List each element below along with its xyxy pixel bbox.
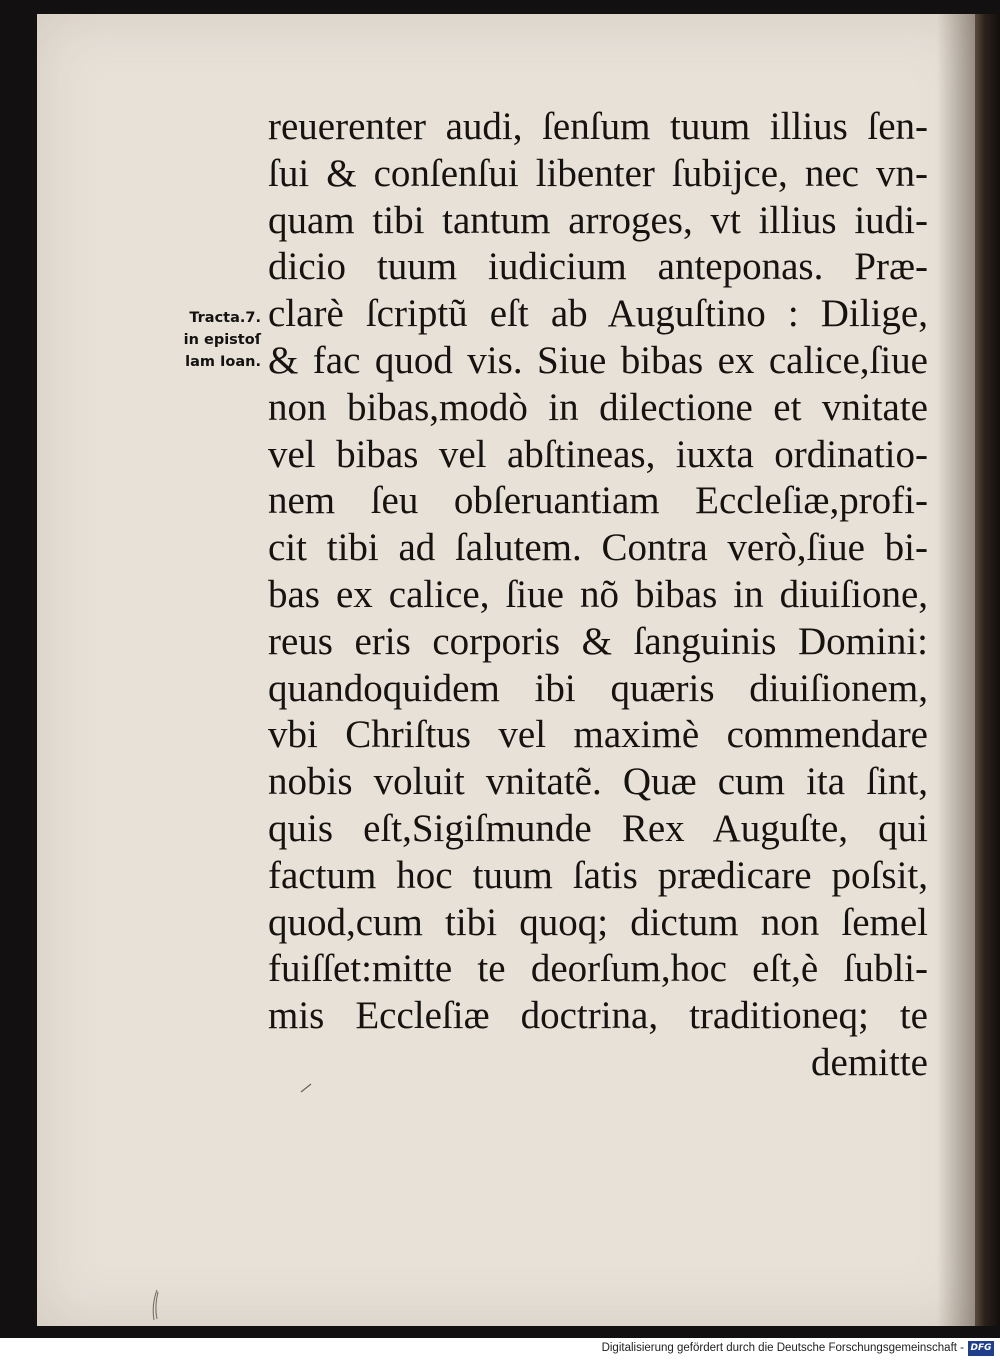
catchword: demitte: [811, 1040, 928, 1084]
marginal-note: [121, 307, 261, 373]
text-line: & fac quod vis. Siue bibas ex calice,ſiue: [268, 338, 928, 382]
text-line: fuiſſet:mitte te deorſum,hoc eſt,è ſubli-: [268, 947, 928, 991]
text-line: cit tibi ad ſalutem. Contra verò,ſiue bi-: [268, 526, 928, 570]
credit-text: Digitalisierung gefördert durch die Deutsche Forschungsgemeinschaft -: [601, 1342, 964, 1354]
ink-mark: [300, 1083, 312, 1093]
book-spine-edge: [975, 14, 1000, 1326]
text-line: reuerenter audi, ſenſum tuum illius ſen-: [268, 105, 928, 148]
text-line: dicio tuum iudicium anteponas. Præ-: [268, 245, 928, 289]
text-line: nobis voluit vnitatẽ. Quæ cum ita ſint,: [268, 760, 928, 804]
main-text-block: [268, 104, 928, 1087]
marginal-note-line: in epistoſ: [183, 332, 261, 348]
text-line: bas ex calice, ſiue nõ bibas in diuiſione,: [268, 572, 928, 616]
marginal-note-line: Tracta.7.: [189, 310, 261, 326]
text-line: vel bibas vel abſtineas, iuxta ordinatio-: [268, 432, 928, 476]
text-line: mis Eccleſiæ doctrina, traditioneq; te: [268, 994, 928, 1038]
text-line: quis eſt,Sigiſmunde Rex Auguſte, qui: [268, 806, 928, 850]
text-line: non bibas,modò in dilectione et vnitate: [268, 385, 928, 429]
text-line: factum hoc tuum ſatis prædicare poſsit,: [268, 853, 928, 897]
pencil-mark: [148, 1288, 164, 1322]
text-line: ſui & conſenſui libenter ſubijce, nec vn-: [268, 151, 928, 195]
dfg-logo[interactable]: DFG: [968, 1341, 994, 1356]
text-line: quam tibi tantum arroges, vt illius iudi-: [268, 198, 928, 242]
text-line: nem ſeu obſeruantiam Eccleſiæ,profi-: [268, 479, 928, 523]
text-line: quandoquidem ibi quæris diuiſionem,: [268, 666, 928, 710]
text-line: quod,cum tibi quoq; dictum non ſemel: [268, 900, 928, 944]
digitization-credit-bar: [0, 1338, 1000, 1360]
marginal-note-line: lam Ioan.: [185, 354, 261, 370]
text-line: reus eris corporis & ſanguinis Domini:: [268, 619, 928, 663]
spine-shadow: [937, 14, 977, 1326]
text-line: vbi Chriſtus vel maximè commendare: [268, 713, 928, 757]
text-line: clarè ſcriptũ eſt ab Auguſtino : Dilige,: [268, 292, 928, 336]
